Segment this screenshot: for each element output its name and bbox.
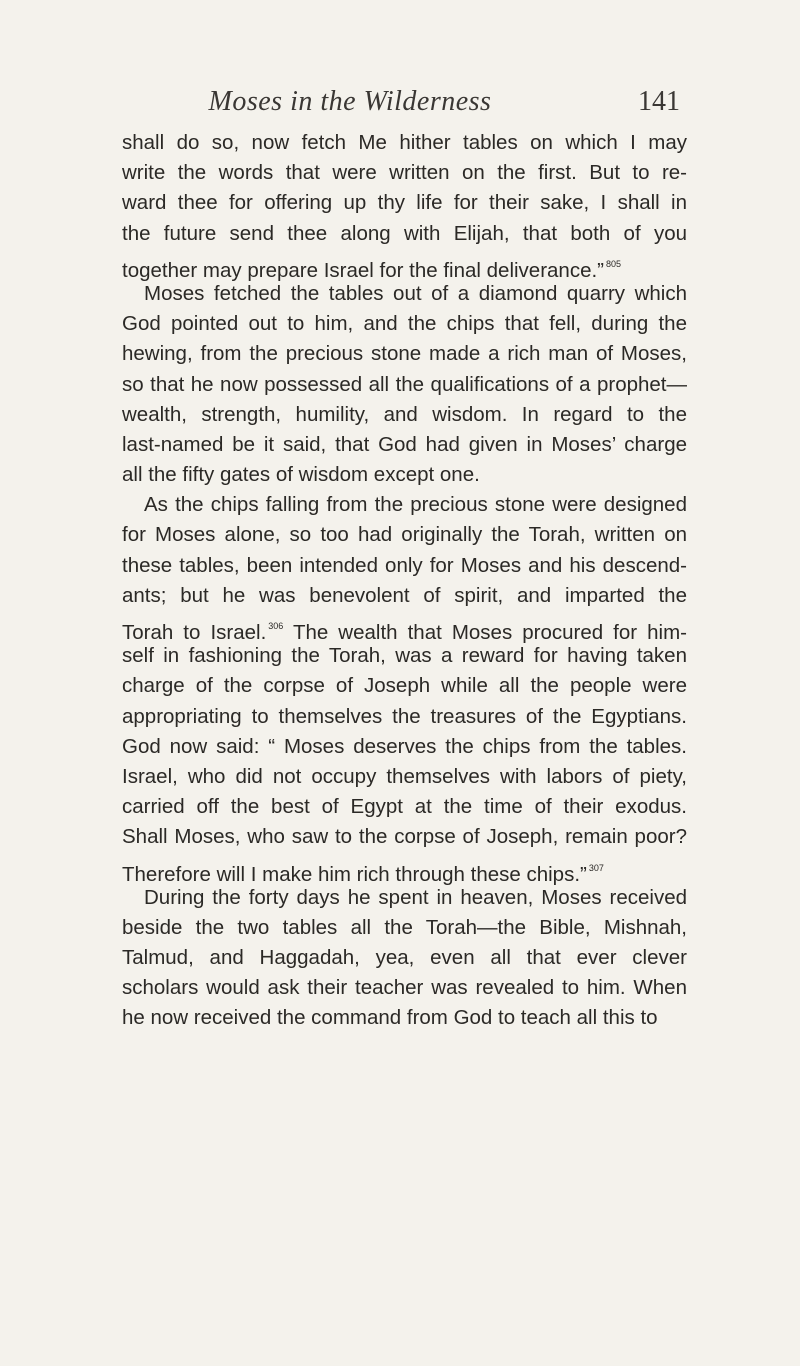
text-line-content: hewing, from the precious stone made a rich man of Moses,	[122, 342, 687, 366]
running-title: Moses in the Wilderness	[208, 86, 492, 117]
text-line-content: all the fifty gates of wisdom except one.	[122, 463, 480, 487]
text-line-continuation: The wealth that Moses procured for him-	[283, 621, 687, 644]
text-line	[122, 400, 687, 430]
text-line-content: he now received the command from God to teach all this to	[122, 1006, 658, 1030]
page-header	[0, 86, 800, 126]
text-line	[122, 943, 687, 973]
text-line	[122, 188, 687, 218]
text-line-content: charge of the corpse of Joseph while all the people were	[122, 674, 687, 698]
text-line	[122, 792, 687, 822]
text-line-content: write the words that were written on the first. But to re-	[122, 161, 687, 185]
text-line	[122, 219, 687, 249]
text-line	[122, 581, 687, 611]
text-line-content: Israel, who did not occupy themselves with labors of piety,	[122, 764, 687, 788]
text-line	[122, 158, 687, 188]
text-line-content: carried off the best of Egypt at the time of their exodus.	[122, 795, 687, 819]
text-line-content: Talmud, and Haggadah, yea, even all that ever clever	[122, 946, 687, 970]
text-line	[122, 671, 687, 701]
text-line	[122, 309, 687, 339]
footnote-marker: 306	[268, 621, 284, 631]
body-text	[122, 128, 687, 1034]
text-line	[122, 249, 687, 282]
footnote-marker: 805	[606, 258, 622, 269]
text-line	[122, 370, 687, 400]
text-line	[122, 641, 687, 671]
text-line-content: ants; but he was benevolent of spirit, and imparted the	[122, 583, 687, 607]
text-line-content: for Moses alone, so too had originally the Torah, written on	[122, 523, 687, 547]
text-line	[122, 762, 687, 792]
text-line-content: During the forty days he spent in heaven, Moses received	[144, 885, 687, 909]
text-line-content: together may prepare Israel for the final deliverance.”	[122, 258, 605, 282]
text-line-content: appropriating to themselves the treasures of the Egyptians.	[122, 704, 687, 728]
text-line-content: so that he now possessed all the qualifications of a prophet—	[122, 372, 687, 396]
text-line	[122, 339, 687, 369]
text-line	[122, 490, 687, 520]
text-line-content: Torah to Israel.	[122, 621, 267, 644]
footnote-marker: 307	[588, 862, 604, 873]
text-line	[122, 611, 687, 644]
page-number: 141	[638, 86, 680, 117]
text-line-content: last-named be it said, that God had given in Moses’ charge	[122, 432, 687, 456]
text-line-content: shall do so, now fetch Me hither tables on which I may	[122, 131, 687, 154]
text-line	[122, 279, 687, 309]
text-line	[122, 1003, 687, 1033]
text-line	[122, 913, 687, 943]
text-line	[122, 702, 687, 732]
text-line	[122, 973, 687, 1003]
text-line	[122, 853, 687, 886]
text-line	[122, 551, 687, 581]
text-line	[122, 430, 687, 460]
text-line-content: Moses fetched the tables out of a diamond quarry which	[144, 281, 687, 305]
text-line-content: beside the two tables all the Torah—the Bible, Mishnah,	[122, 915, 687, 939]
text-line-content: Therefore will I make him rich through these chips.”	[122, 862, 587, 886]
text-line	[122, 460, 687, 490]
text-line-content: God now said: “ Moses deserves the chips from the tables.	[122, 734, 687, 758]
text-line-content: God pointed out to him, and the chips that fell, during the	[122, 312, 687, 336]
text-line	[122, 128, 687, 158]
text-line-content: Shall Moses, who saw to the corpse of Joseph, remain poor?	[122, 825, 687, 849]
text-line	[122, 822, 687, 852]
text-line	[122, 883, 687, 913]
text-line	[122, 520, 687, 550]
text-line-content: scholars would ask their teacher was revealed to him. When	[122, 976, 687, 1000]
text-line-content: these tables, been intended only for Moses and his descend-	[122, 553, 687, 577]
text-line-content: ward thee for offering up thy life for their sake, I shall in	[122, 191, 687, 215]
text-line-content: the future send thee along with Elijah, that both of you	[122, 221, 687, 245]
text-line-content: self in fashioning the Torah, was a reward for having taken	[122, 644, 687, 668]
text-line-content: wealth, strength, humility, and wisdom. In regard to the	[122, 402, 687, 426]
text-line	[122, 732, 687, 762]
text-line-content: As the chips falling from the precious stone were designed	[144, 493, 687, 517]
